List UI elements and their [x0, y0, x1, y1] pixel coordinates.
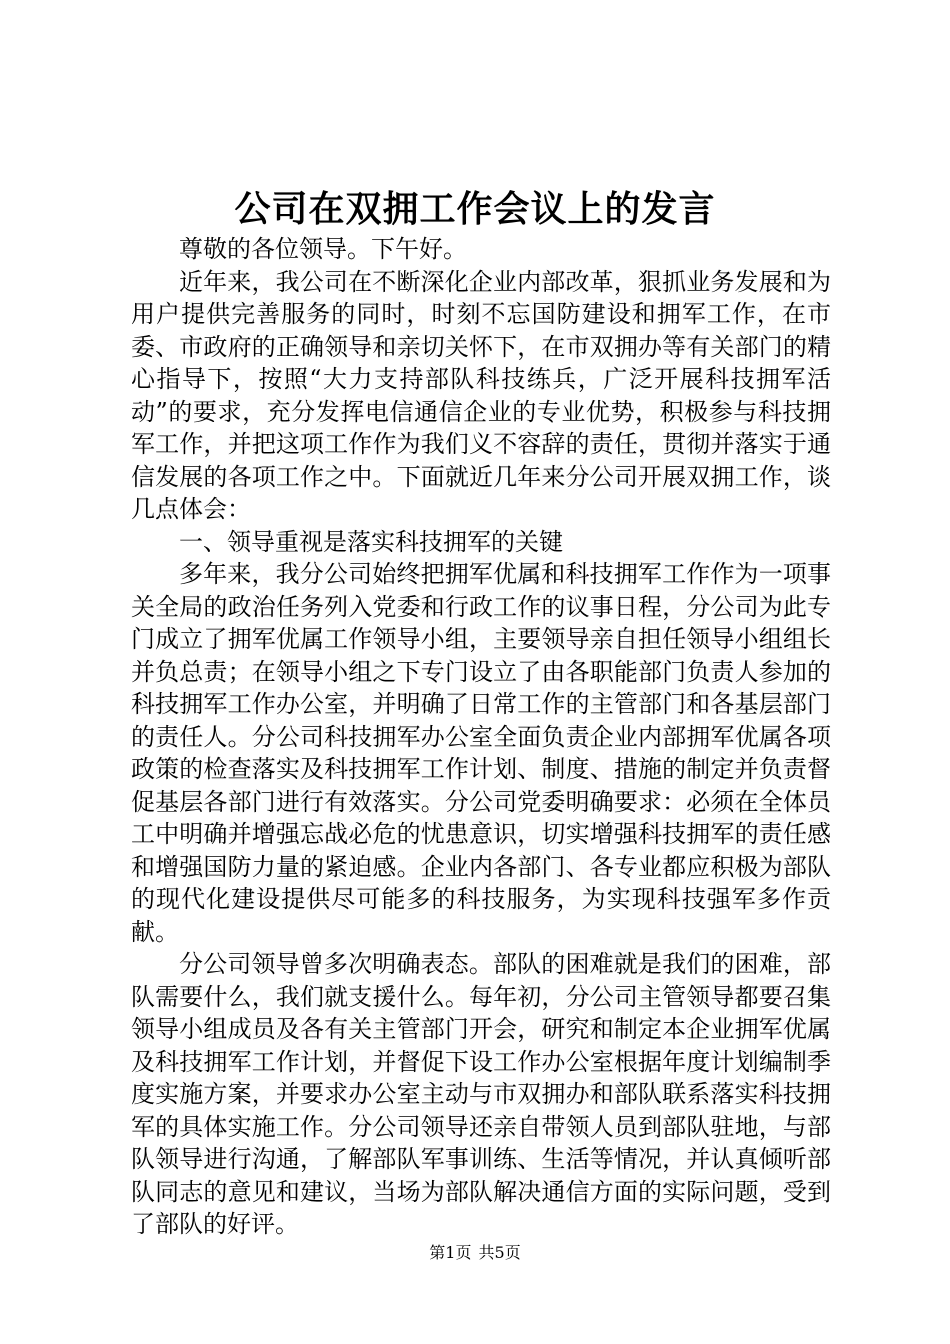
intro-paragraph: 近年来，我公司在不断深化企业内部改革，狠抓业务发展和为用户提供完善服务的同时，时刻不忘国防建设和拥军工作，在市委、市政府的正确领导和亲切关怀下，在市双拥办等有关部门的精心指导下，按照“大力支持部队科技练兵，广泛开展科技拥军活动”的要求，充分发挥电信通信企业的专业优势，积极参与科技拥军工作，并把这项工作作为我们义不容辞的责任，贯彻并落实于通信发展的各项工作之中。下面就近几年来分公司开展双拥工作，谈几点体会： — [131, 267, 831, 523]
document-body — [131, 233, 831, 1241]
greeting-paragraph: 尊敬的各位领导。下午好。 — [179, 235, 467, 263]
section-paragraph-2: 分公司领导曾多次明确表态。部队的困难就是我们的困难，部队需要什么，我们就支援什么。每年初，分公司主管领导都要召集领导小组成员及各有关主管部门开会，研究和制定本企业拥军优属及科技拥军工作计划，并督促下设工作办公室根据年度计划编制季度实施方案，并要求办公室主动与市双拥办和部队联系落实科技拥军的具体实施工作。分公司领导还亲自带领人员到部队驻地，与部队领导进行沟通，了解部队军事训练、生活等情况，并认真倾听部队同志的意见和建议，当场为部队解决通信方面的实际问题，受到了部队的好评。 — [131, 950, 831, 1238]
section-paragraph-1: 多年来，我分公司始终把拥军优属和科技拥军工作作为一项事关全局的政治任务列入党委和行政工作的议事日程，分公司为此专门成立了拥军优属工作领导小组，主要领导亲自担任领导小组组长并负总责；在领导小组之下专门设立了由各职能部门负责人参加的科技拥军工作办公室，并明确了日常工作的主管部门和各基层部门的责任人。分公司科技拥军办公室全面负责企业内部拥军优属各项政策的检查落实及科技拥军工作计划、制度、措施的制定并负责督促基层各部门进行有效落实。分公司党委明确要求：必须在全体员工中明确并增强忘战必危的忧患意识，切实增强科技拥军的责任感和增强国防力量的紧迫感。企业内各部门、各专业都应积极为部队的现代化建设提供尽可能多的科技服务，为实现科技强军多作贡献。 — [131, 560, 831, 946]
document-title: 公司在双拥工作会议上的发言 — [234, 188, 716, 230]
page-footer: 第1页 共5页 — [429, 1243, 521, 1262]
section-heading: 一、领导重视是落实科技拥军的关键 — [179, 527, 563, 556]
